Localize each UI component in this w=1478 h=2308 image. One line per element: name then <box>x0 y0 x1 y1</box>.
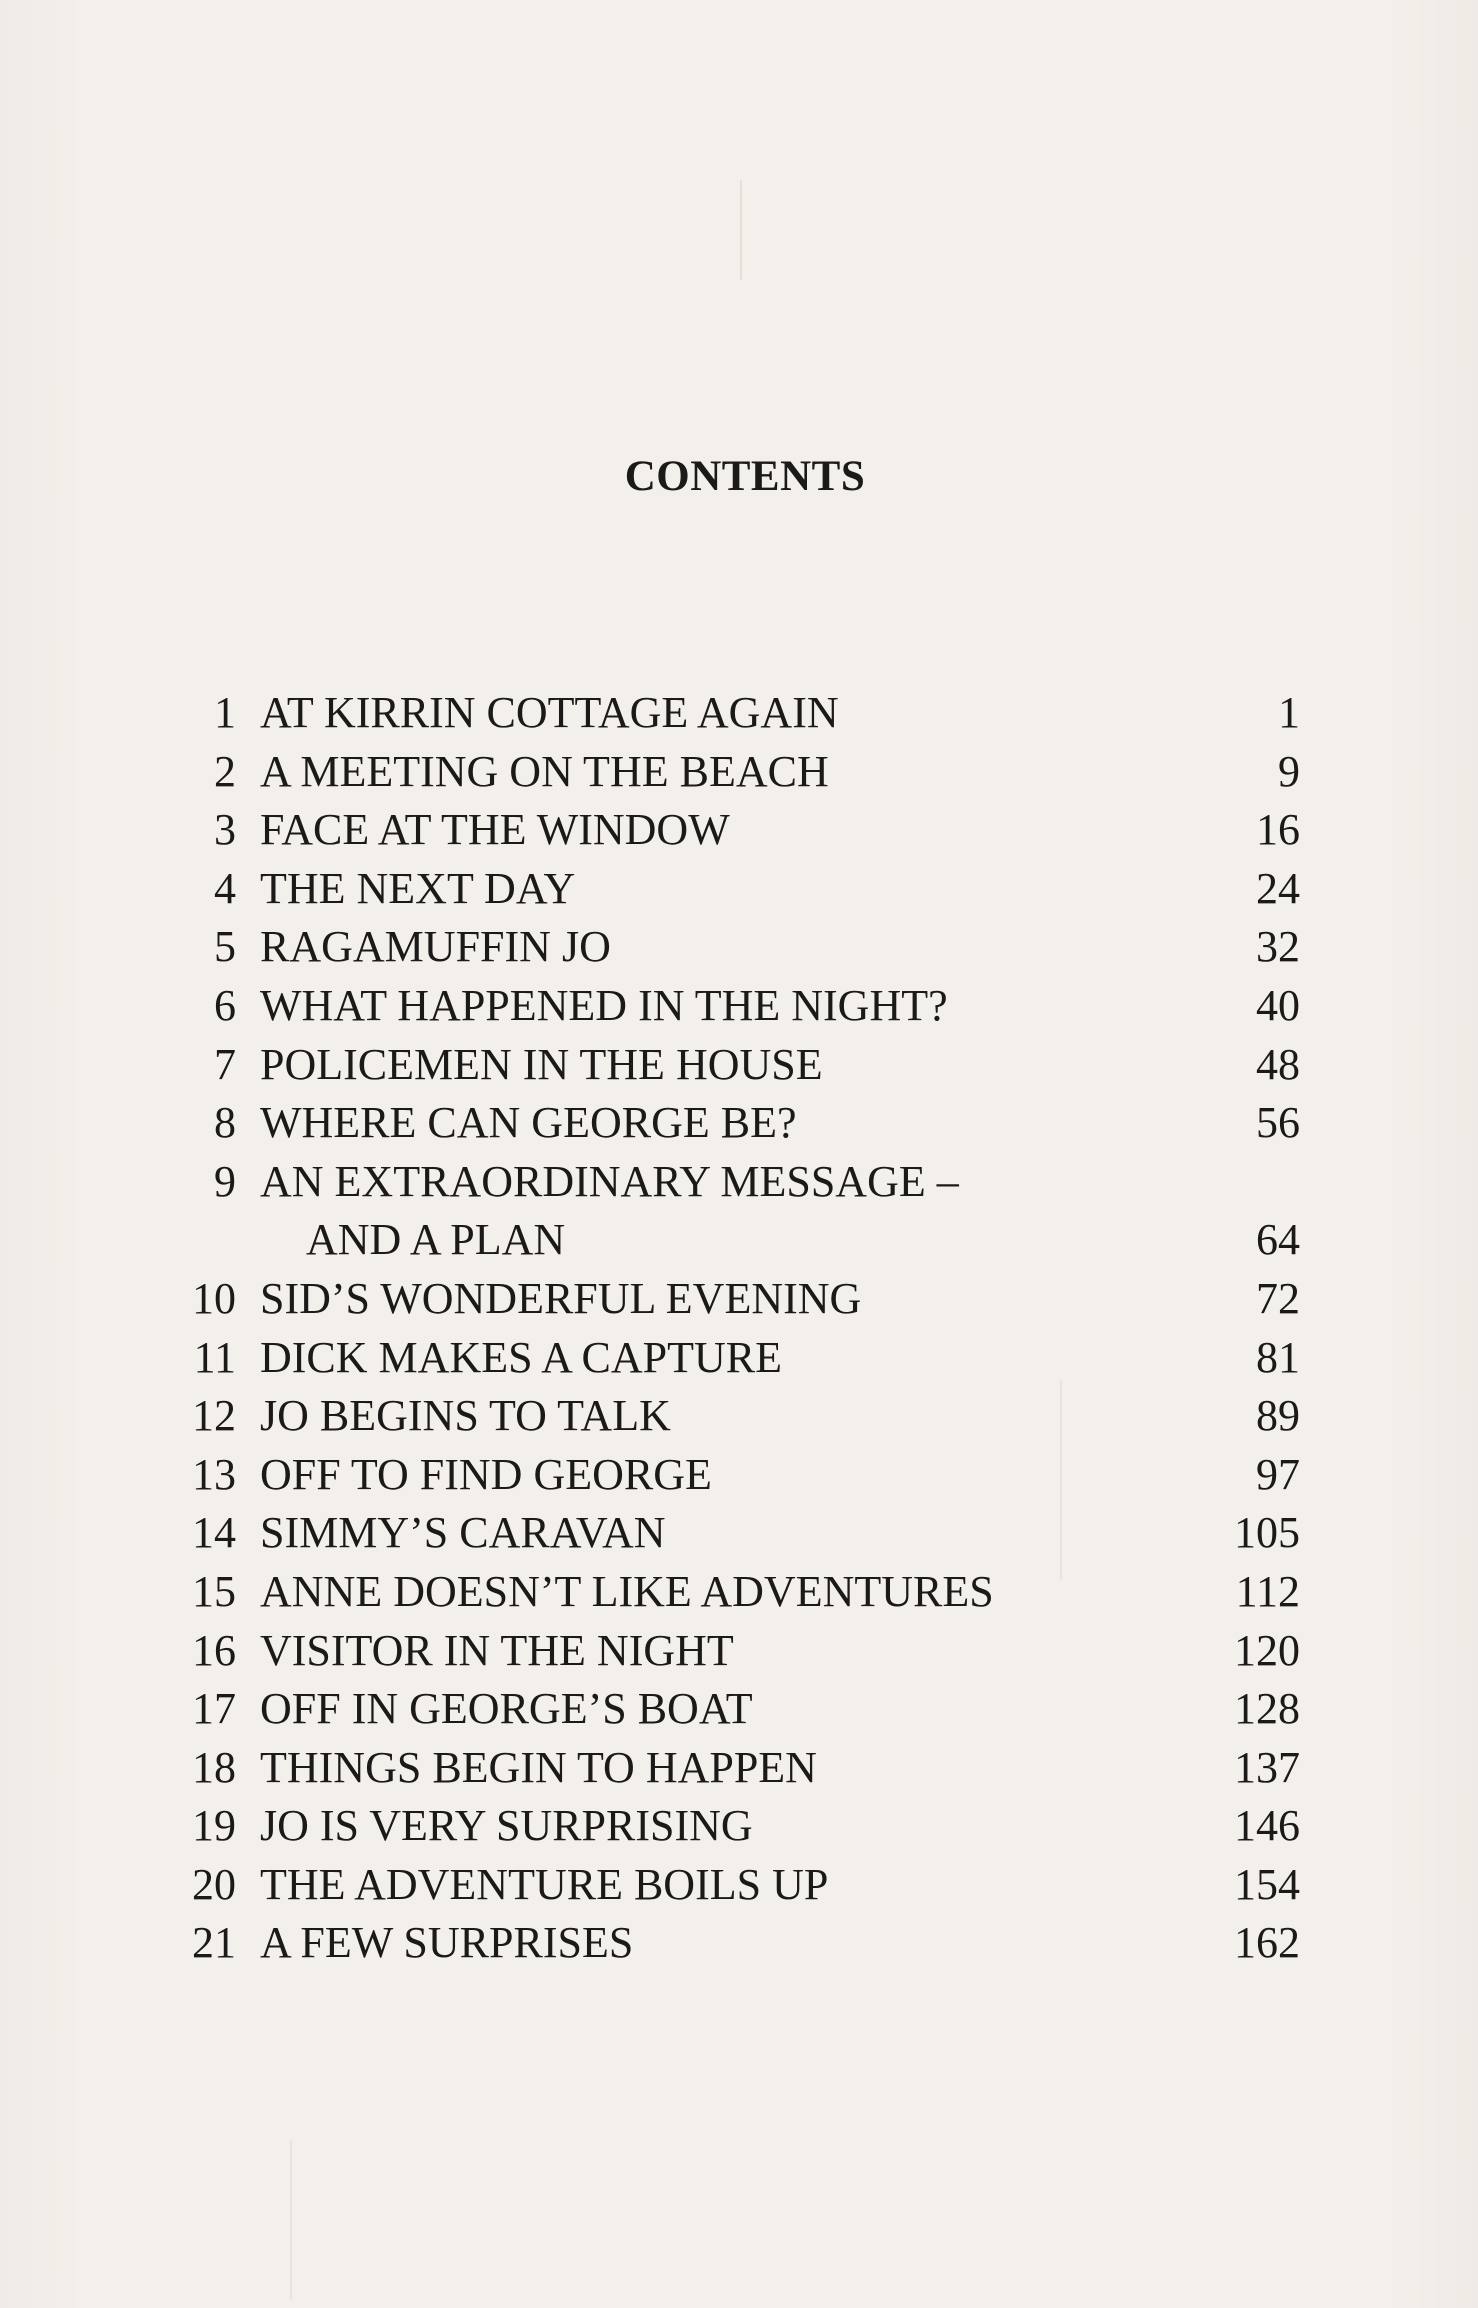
chapter-title: SIMMY’S CARAVAN <box>260 1508 666 1558</box>
page-number: 97 <box>1256 1449 1300 1499</box>
page-number: 40 <box>1256 980 1300 1030</box>
chapter-number: 14 <box>192 1508 236 1558</box>
toc-entry <box>170 1270 1300 1329</box>
chapter-title: AT KIRRIN COTTAGE AGAIN <box>260 688 839 737</box>
toc-entry-continuation <box>170 1211 1300 1270</box>
chapter-title-continuation: AND A PLAN <box>306 1215 566 1265</box>
chapter-title: JO BEGINS TO TALK <box>260 1391 671 1441</box>
page-number: 120 <box>1234 1625 1300 1675</box>
chapter-title: WHERE CAN GEORGE BE? <box>260 1098 797 1148</box>
chapter-number: 13 <box>192 1449 236 1499</box>
chapter-number: 20 <box>192 1859 236 1909</box>
toc-entry <box>170 1153 1300 1212</box>
page-number: 72 <box>1256 1273 1300 1323</box>
page-number: 137 <box>1234 1742 1300 1792</box>
page-number: 154 <box>1234 1859 1300 1909</box>
chapter-number: 2 <box>214 746 236 796</box>
toc-entry <box>170 1094 1300 1153</box>
page-number: 112 <box>1235 1566 1300 1616</box>
chapter-title: OFF TO FIND GEORGE <box>260 1449 712 1499</box>
chapter-title: THE NEXT DAY <box>260 863 576 913</box>
contents-heading: CONTENTS <box>624 453 866 500</box>
toc-entry <box>170 1914 1300 1973</box>
table-of-contents <box>170 684 1300 1973</box>
chapter-title: DICK MAKES A CAPTURE <box>260 1332 782 1382</box>
chapter-number: 19 <box>192 1801 236 1851</box>
chapter-title: OFF IN GEORGE’S BOAT <box>260 1684 753 1734</box>
toc-entry <box>170 918 1300 977</box>
chapter-number: 8 <box>214 1098 236 1148</box>
chapter-title: AN EXTRAORDINARY MESSAGE – <box>260 1156 959 1206</box>
chapter-number: 16 <box>192 1625 236 1675</box>
page-number: 64 <box>1256 1215 1300 1265</box>
chapter-number: 12 <box>192 1391 236 1441</box>
toc-entry <box>170 1622 1300 1681</box>
chapter-number: 21 <box>192 1918 236 1968</box>
page-number: 32 <box>1256 922 1300 972</box>
page-number: 128 <box>1234 1684 1300 1734</box>
page-number: 48 <box>1256 1039 1300 1089</box>
page-number: 105 <box>1234 1508 1300 1558</box>
toc-entry <box>170 1329 1300 1388</box>
chapter-number: 3 <box>214 805 236 855</box>
toc-entry <box>170 1797 1300 1856</box>
chapter-title: WHAT HAPPENED IN THE NIGHT? <box>260 980 948 1030</box>
chapter-number: 5 <box>214 922 236 972</box>
chapter-title: FACE AT THE WINDOW <box>260 805 730 855</box>
chapter-title: VISITOR IN THE NIGHT <box>260 1625 734 1675</box>
toc-entry <box>170 801 1300 860</box>
chapter-title: THINGS BEGIN TO HAPPEN <box>260 1742 817 1792</box>
page-number: 162 <box>1234 1918 1300 1968</box>
toc-entry <box>170 977 1300 1036</box>
toc-entry <box>170 743 1300 802</box>
page-number: 16 <box>1256 805 1300 855</box>
chapter-number: 15 <box>192 1566 236 1616</box>
toc-entry <box>170 1739 1300 1798</box>
chapter-title: RAGAMUFFIN JO <box>260 922 611 972</box>
chapter-title: A FEW SURPRISES <box>260 1918 634 1968</box>
page-number: 24 <box>1256 863 1300 913</box>
toc-entry <box>170 1563 1300 1622</box>
page-number: 146 <box>1234 1801 1300 1851</box>
chapter-number: 9 <box>214 1156 236 1206</box>
chapter-number: 6 <box>214 980 236 1030</box>
chapter-number: 11 <box>193 1332 236 1382</box>
toc-entry <box>170 1856 1300 1915</box>
toc-entry <box>170 1036 1300 1095</box>
page-number: 9 <box>1278 746 1300 796</box>
page-number: 1 <box>1278 688 1300 737</box>
toc-entry <box>170 684 1300 743</box>
chapter-title: A MEETING ON THE BEACH <box>260 746 829 796</box>
chapter-number: 17 <box>192 1684 236 1734</box>
page-number: 81 <box>1256 1332 1300 1382</box>
paper-mark <box>740 180 742 280</box>
toc-entry <box>170 1504 1300 1563</box>
chapter-title: SID’S WONDERFUL EVENING <box>260 1273 862 1323</box>
page-number: 56 <box>1256 1098 1300 1148</box>
chapter-title: ANNE DOESN’T LIKE ADVENTURES <box>260 1566 994 1616</box>
toc-entry <box>170 860 1300 919</box>
toc-entry <box>170 1446 1300 1505</box>
chapter-number: 7 <box>214 1039 236 1089</box>
chapter-number: 18 <box>192 1742 236 1792</box>
chapter-title: THE ADVENTURE BOILS UP <box>260 1859 829 1909</box>
chapter-number: 10 <box>192 1273 236 1323</box>
page-number: 89 <box>1256 1391 1300 1441</box>
chapter-number: 1 <box>214 688 236 737</box>
chapter-number: 4 <box>214 863 236 913</box>
toc-entry <box>170 1680 1300 1739</box>
chapter-title: POLICEMEN IN THE HOUSE <box>260 1039 823 1089</box>
paper-mark <box>290 2140 292 2300</box>
toc-entry <box>170 1387 1300 1446</box>
chapter-title: JO IS VERY SURPRISING <box>260 1801 753 1851</box>
